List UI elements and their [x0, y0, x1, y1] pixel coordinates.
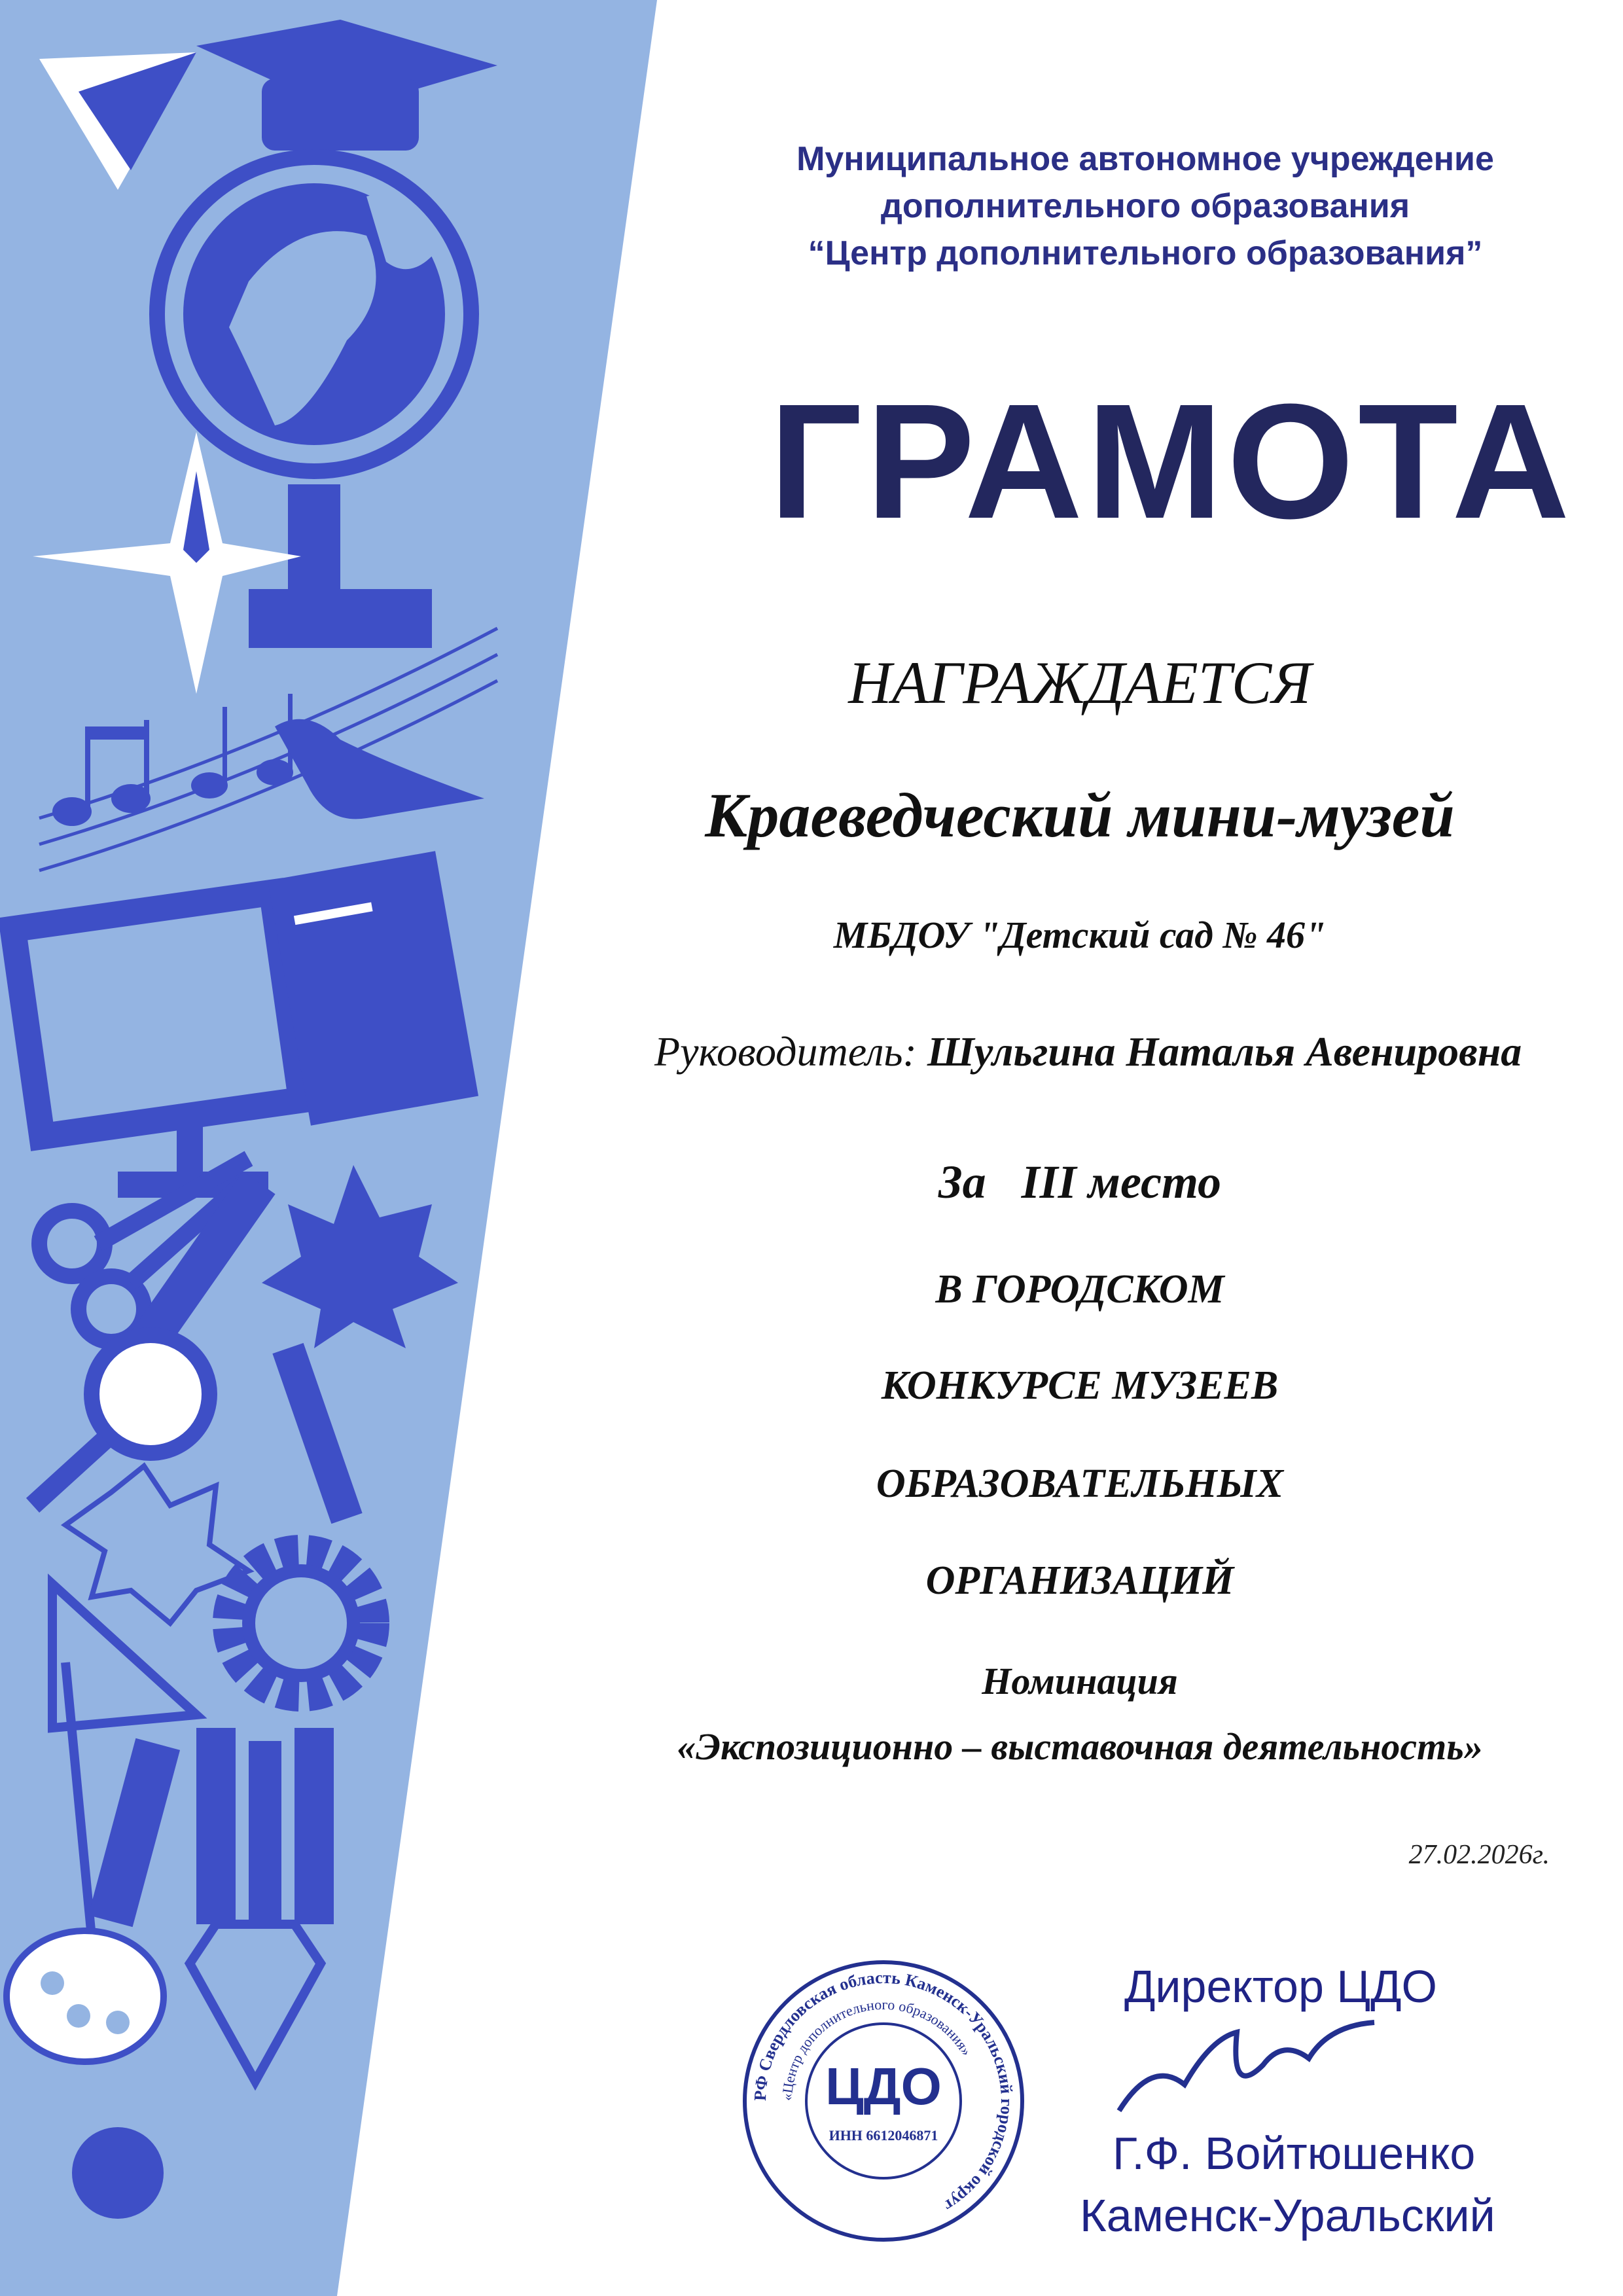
signatory-position: Директор ЦДО — [1124, 1961, 1438, 2012]
recipient-name: Краеведческий мини-музей — [705, 780, 1455, 850]
institution-name-line-2: дополнительного образования — [880, 187, 1410, 225]
contest-line-4: ОРГАНИЗАЦИЙ — [925, 1558, 1234, 1603]
awarded-heading: НАГРАЖДАЕТСЯ — [848, 649, 1311, 716]
certificate-title: ГРАМОТА — [769, 370, 1574, 552]
institution-name-line-1: Муниципальное автономное учреждение — [796, 140, 1494, 178]
supervisor-name: Шульгина Наталья Авенировна — [927, 1028, 1522, 1075]
institution-name-line-3: “Центр дополнительного образования” — [808, 234, 1483, 272]
palette-icon — [7, 1931, 164, 2062]
issue-date: 27.02.2026г. — [1408, 1840, 1550, 1870]
nomination-text: «Экспозиционно – выставочная деятельность» — [677, 1725, 1483, 1768]
contest-line-2: КОНКУРСЕ МУЗЕЕВ — [881, 1363, 1279, 1408]
place-text: За III место — [938, 1156, 1222, 1208]
stamp-ring-text: «Центр дополнительного образования» — [778, 1996, 975, 2102]
stamp-inn: ИНН 6612046871 — [829, 2127, 938, 2144]
apple-icon — [72, 2127, 164, 2219]
organization-name: МБДОУ "Детский сад № 46" — [833, 914, 1327, 956]
city-name: Каменск-Уральский — [1080, 2190, 1495, 2241]
signatory-name: Г.Ф. Войтюшенко — [1113, 2128, 1476, 2179]
stamp-outer-text: РФ Свердловская область Каменск-Уральский городской округ — [750, 1967, 1017, 2216]
supervisor-label: Руководитель: — [654, 1028, 917, 1075]
contest-line-3: ОБРАЗОВАТЕЛЬНЫХ — [876, 1462, 1284, 1506]
official-stamp — [740, 1957, 1027, 2245]
stamp-center-text: ЦДО — [825, 2057, 942, 2115]
magnifier-icon — [92, 1335, 209, 1453]
nomination-label: Номинация — [982, 1660, 1178, 1702]
supervisor-line — [654, 1028, 1522, 1076]
contest-line-1: В ГОРОДСКОМ — [935, 1267, 1224, 1312]
director-signature — [1113, 2019, 1387, 2124]
